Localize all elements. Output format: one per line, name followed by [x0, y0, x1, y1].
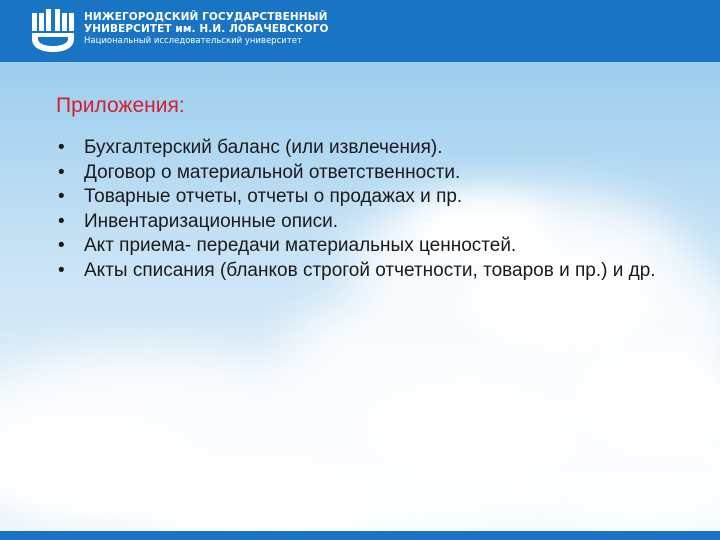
bullet-icon: •	[58, 137, 65, 158]
bullet-icon: •	[58, 161, 65, 183]
list-item	[56, 210, 696, 235]
list-item-text: Бухгалтерский баланс (или извлечения).	[84, 137, 443, 158]
list-item	[56, 136, 696, 161]
bullet-icon: •	[58, 186, 65, 207]
list-item	[56, 234, 696, 259]
list-item-text: Инвентаризационные описи.	[84, 210, 339, 232]
header-bar	[0, 0, 720, 62]
university-name-line1: НИЖЕГОРОДСКИЙ ГОСУДАРСТВЕННЫЙ	[84, 11, 328, 23]
list-item	[56, 259, 696, 284]
list-item-text: Товарные отчеты, отчеты о продажах и пр.	[84, 186, 463, 207]
university-subtitle: Национальный исследовательский университет	[84, 36, 302, 46]
list-item-text: Акт приема- передачи материальных ценностей.	[84, 235, 517, 256]
list-item-text: Акты списания (бланков строгой отчетности, товаров и пр.) и др.	[84, 259, 656, 281]
list-item-text: Договор о материальной ответственности.	[84, 161, 461, 183]
list-item	[56, 161, 696, 186]
bullet-list	[56, 136, 696, 283]
footer-bar	[0, 531, 720, 540]
university-name	[84, 11, 329, 48]
list-item	[56, 185, 696, 210]
bullet-icon: •	[58, 235, 65, 256]
bullet-icon: •	[58, 210, 65, 232]
university-name-line2: УНИВЕРСИТЕТ им. Н.И. ЛОБАЧЕВСКОГО	[84, 23, 329, 35]
unn-logo-icon	[30, 9, 76, 53]
slide-title: Приложения:	[56, 94, 185, 117]
bullet-icon: •	[58, 259, 65, 281]
